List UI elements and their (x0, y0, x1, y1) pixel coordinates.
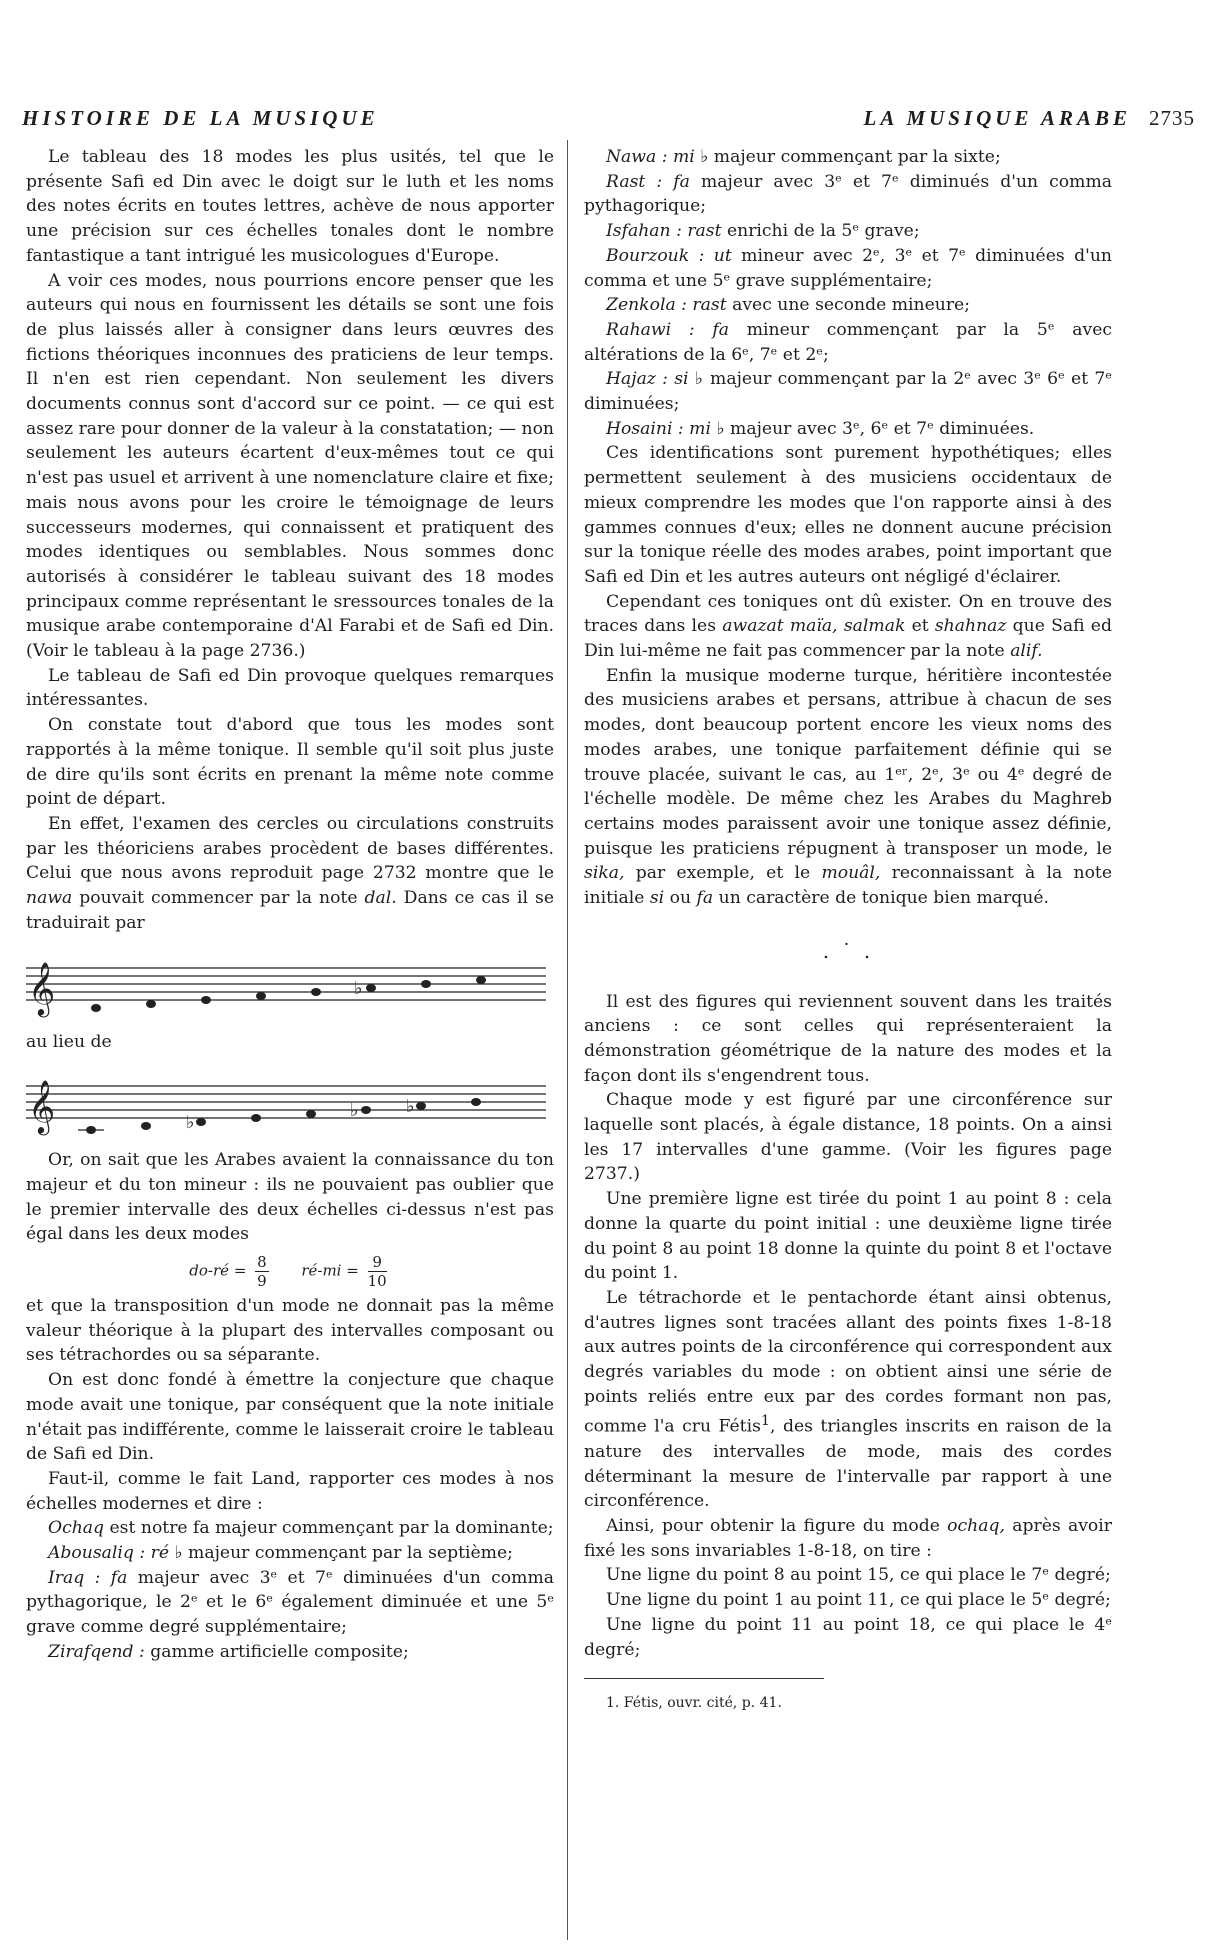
interval-formula: do-ré = $\frac{8}{9}$ ré-mi = $\frac{9}{10}$ (189, 1253, 387, 1291)
paragraph: Le tétrachorde et le pentachorde étant ainsi obtenus, d'autres lignes sont tracées allant des points fixes 1-8-18 aux autres points de la circonférence qui correspondent aux degrés variables du mode : on obtient ainsi une série de points reliés entre eux par des cordes formant non pas, comme l'a cru Fétis$^1$, des triangles inscrits en raison de la nature des intervalles de mode, mais des cordes déterminant la mesure de l'intervalle par rapport à une circonférence. (584, 1287, 1112, 1512)
list-item: Une ligne du point 11 au point 18, ce qui place le 4ᵉ degré; (584, 1614, 1112, 1660)
footnote-ref[interactable]: 1 (760, 1413, 771, 1430)
paragraph: On est donc fondé à émettre la conjecture que chaque mode avait une tonique, par conséquent que la note initiale n'était pas indifférente, comme le laisserait croire le tableau de Safi ed Din. (26, 1370, 554, 1465)
paragraph: Chaque mode y est figuré par une circonférence sur laquelle sont placés, à égale distance, 18 points. On a ainsi les 17 intervalles d'une gamme. (Voir les figures page 2737.) (584, 1090, 1112, 1185)
footnote-divider (584, 1678, 824, 1679)
mode-entry: Bourzouk : ut mineur avec 2ᵉ, 3ᵉ et 7ᵉ diminuées d'un comma et une 5ᵉ grave supplémentaire; (584, 245, 1112, 291)
mode-entry: Nawa : mi ♭ majeur commençant par la sixte; (606, 147, 1001, 167)
column-divider (567, 140, 568, 1940)
svg-text:♭: ♭ (186, 1112, 195, 1134)
mode-entry: Iraq : fa majeur avec 3ᵉ et 7ᵉ diminuées d'un comma pythagorique, le 2ᵉ et le 6ᵉ également diminuée et une 5ᵉ grave comme degré supplémentaire; (26, 1567, 554, 1638)
music-staff-reference (26, 1070, 546, 1140)
paragraph: au lieu de (26, 1031, 112, 1052)
paragraph: Cependant ces toniques ont dû exister. On en trouve des traces dans les awazat maïa, salmak et shahnaz que Safi ed Din lui-même ne fait pas commencer par la note alif. (584, 591, 1112, 662)
mode-entry: Abousaliq : ré ♭ majeur commençant par la septième; (48, 1543, 513, 1564)
paragraph: Faut-il, comme le fait Land, rapporter ces modes à nos échelles modernes et dire : (26, 1468, 554, 1514)
svg-text:𝄞: 𝄞 (28, 960, 56, 1015)
header-right-title: LA MUSIQUE ARABE (863, 106, 1131, 130)
footnote: 1. Fétis, ouvr. cité, p. 41. (606, 1695, 782, 1712)
left-column (26, 145, 554, 1665)
mode-entry: Rast : fa majeur avec 3ᵉ et 7ᵉ diminués d'un comma pythagorique; (584, 171, 1112, 217)
paragraph: Ainsi, pour obtenir la figure du mode ochaq, après avoir fixé les sons invariables 1-8-18, on tire : (584, 1516, 1112, 1561)
list-item: Une ligne du point 1 au point 11, ce qui place le 5ᵉ degré; (606, 1590, 1111, 1611)
mode-entry: Ochaq est notre fa majeur commençant par la dominante; (48, 1518, 554, 1539)
mode-entry: Zirafqend : gamme artificielle composite; (48, 1641, 409, 1662)
mode-entry: Rahawi : fa mineur commençant par la 5ᵉ avec altérations de la 6ᵉ, 7ᵉ et 2ᵉ; (584, 319, 1112, 365)
paragraph: Enfin la musique moderne turque, héritière incontestée des musiciens arabes et persans, attribue à chacun de ses modes, dont beaucoup portent encore les vieux noms des modes arabes, une tonique parfaitement définie qui se trouve placée, suivant le cas, au 1ᵉʳ, 2ᵉ, 3ᵉ ou 4ᵉ degré de l'échelle modèle. De même chez les Arabes du Maghreb certains modes paraissent avoir une tonique assez définie, puisque les praticiens répugnent à transposer un mode, le sika, par exemple, et le mouâl, reconnaissant à la note initiale si ou fa un caractère de tonique bien marqué. (584, 665, 1113, 909)
list-item: Une ligne du point 8 au point 15, ce qui place le 7ᵉ degré; (606, 1565, 1111, 1586)
paragraph: Or, on sait que les Arabes avaient la connaissance du ton majeur et du ton mineur : ils ne pouvaient pas oublier que le premier intervalle des deux échelles ci-dessus n'est pas égal dans les deux modes (26, 1150, 554, 1245)
paragraph: On constate tout d'abord que tous les modes sont rapportés à la même tonique. Il semble qu'il soit plus juste de dire qu'ils sont écrits en prenant la même note comme point de départ. (26, 715, 554, 810)
header-left-title: HISTOIRE DE LA MUSIQUE (22, 106, 379, 130)
mode-entry: Hajaz : si ♭ majeur commençant par la 2ᵉ avec 3ᵉ 6ᵉ et 7ᵉ diminuées; (584, 369, 1112, 415)
svg-text:♭: ♭ (350, 1100, 359, 1122)
paragraph: et que la transposition d'un mode ne donnait pas la même valeur théorique à la plupart des intervalles composant ou ses tétrachordes ou sa séparante. (26, 1296, 554, 1366)
page-number: 2735 (1149, 106, 1195, 130)
svg-text:𝄞: 𝄞 (28, 1079, 56, 1134)
mode-entry: Hosaini : mi ♭ majeur avec 3ᵉ, 6ᵉ et 7ᵉ diminuées. (606, 418, 1035, 439)
paragraph: En effet, l'examen des cercles ou circulations construits par les théoriciens arabes procèdent de bases différentes. Celui que nous avons reproduit page 2732 montre que le nawa pouvait commencer par la note dal. Dans ce cas il se traduirait par (26, 813, 554, 933)
paragraph: Le tableau des 18 modes les plus usités, tel que le présente Safi ed Din avec le doigt sur le luth et les noms des notes écrits en toutes lettres, achève de nous apporter une précision sur ces échelles tonales dont le nombre fantastique a tant intrigué les musicologues d'Europe. (26, 147, 554, 266)
paragraph: A voir ces modes, nous pourrions encore penser que les auteurs qui nous en fournissent les détails se sont une fois de plus laissés aller à consigner dans leurs œuvres des fictions théoriques inconnues des praticiens de leur temps. Il n'en est rien cependant. Non seulement les divers documents connus sont d'accord sur ce point. — ce qui est assez rare pour donner de la valeur à la constatation; — non seulement les auteurs écartent d'eux-mêmes tout ce qui n'est pas usuel et arrivent à une nomenclature claire et fixe; mais nous avons pour les croire le témoignage de leurs successeurs modernes, qui connaissent et pratiquent des modes identiques ou semblables. Nous sommes donc autorisés à considérer le tableau suivant des 18 modes principaux comme représentant le sressources tonales de la musique arabe contemporaine d'Al Farabi et de Safi ed Din. (Voir le tableau à la page 2736.) (26, 270, 554, 662)
music-staff-nawa-dal (26, 952, 546, 1022)
paragraph: Il est des figures qui reviennent souvent dans les traités anciens : ce sont celles qui représenteraient la démonstration géométrique de la nature des modes et la façon dont ils s'engendrent tous. (584, 991, 1112, 1086)
section-separator: . ˙ . (822, 938, 874, 963)
running-header (22, 106, 1195, 136)
paragraph: Ces identifications sont purement hypothétiques; elles permettent seulement à des musiciens occidentaux de mieux comprendre les modes que l'on rapporte ainsi à des gammes connues d'eux; elles ne donnent aucune précision sur la tonique réelle des modes arabes, point important que Safi ed Din et les autres auteurs ont négligé d'éclairer. (584, 443, 1112, 587)
paragraph: Le tableau de Safi ed Din provoque quelques remarques intéressantes. (26, 665, 554, 711)
header-right (864, 106, 1195, 131)
mode-entry: Isfahan : rast enrichi de la 5ᵉ grave; (606, 221, 920, 242)
svg-text:♭: ♭ (406, 1096, 415, 1118)
paragraph: Une première ligne est tirée du point 1 au point 8 : cela donne la quarte du point initial : une deuxième ligne tirée du point 8 au point 18 donne la quinte du point 8 et l'octave du point 1. (584, 1189, 1112, 1284)
right-column (584, 145, 1112, 1713)
svg-text:♭: ♭ (354, 977, 363, 999)
mode-entry: Zenkola : rast avec une seconde mineure; (606, 295, 971, 316)
